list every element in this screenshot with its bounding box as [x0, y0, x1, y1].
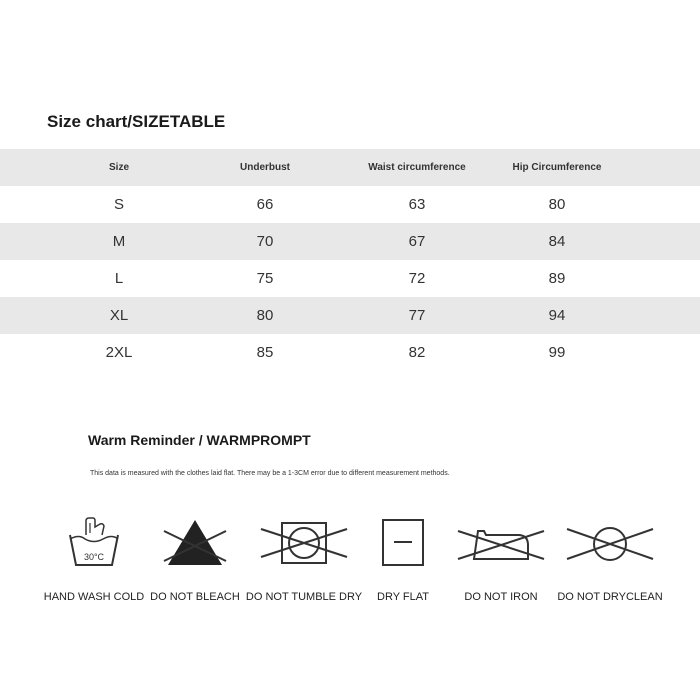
no-tumble-dry-icon	[259, 515, 349, 571]
care-label: DRY FLAT	[377, 591, 429, 603]
hip-cell: 94	[548, 307, 566, 324]
underbust-cell: 85	[256, 344, 274, 361]
size-cell: XL	[109, 307, 129, 324]
table-row	[0, 186, 700, 223]
warm-reminder-title: Warm Reminder / WARMPROMPT	[88, 432, 311, 448]
care-label: DO NOT DRYCLEAN	[557, 591, 663, 603]
measurement-note: This data is measured with the clothes laid flat. There may be a 1-3CM error due to different measurement methods.	[90, 470, 450, 477]
header-waist: Waist circumference	[368, 162, 466, 173]
care-label: HAND WASH COLD	[43, 591, 145, 603]
waist-cell: 72	[408, 270, 426, 287]
no-dryclean-icon	[565, 515, 655, 571]
waist-cell: 82	[408, 344, 426, 361]
dry-flat-icon	[373, 515, 433, 571]
care-label: DO NOT TUMBLE DRY	[245, 591, 363, 603]
hip-cell: 80	[548, 196, 566, 213]
header-underbust: Underbust	[240, 162, 290, 173]
no-bleach-icon	[160, 515, 230, 571]
care-item-no-bleach	[135, 515, 255, 603]
care-item-no-iron	[441, 515, 561, 603]
care-label: DO NOT IRON	[464, 591, 538, 603]
underbust-cell: 80	[256, 307, 274, 324]
table-row	[0, 223, 700, 260]
hip-cell: 84	[548, 233, 566, 250]
size-cell: S	[113, 196, 125, 213]
hip-cell: 89	[548, 270, 566, 287]
waist-cell: 67	[408, 233, 426, 250]
care-label: DO NOT BLEACH	[150, 591, 240, 603]
table-row	[0, 297, 700, 334]
size-cell: L	[114, 270, 124, 287]
underbust-cell: 66	[256, 196, 274, 213]
size-cell: M	[112, 233, 126, 250]
hand-wash-icon	[64, 515, 124, 571]
header-hip: Hip Circumference	[512, 162, 602, 173]
table-header-row	[0, 149, 700, 186]
underbust-cell: 70	[256, 233, 274, 250]
no-iron-icon	[456, 515, 546, 571]
size-table	[0, 149, 700, 371]
size-chart-title: Size chart/SIZETABLE	[47, 112, 226, 131]
table-row	[0, 260, 700, 297]
hip-cell: 99	[548, 344, 566, 361]
table-row	[0, 334, 700, 371]
waist-cell: 63	[408, 196, 426, 213]
care-item-no-dryclean	[550, 515, 670, 603]
wash-temperature: 30°C	[83, 552, 105, 562]
header-size: Size	[108, 162, 130, 173]
waist-cell: 77	[408, 307, 426, 324]
underbust-cell: 75	[256, 270, 274, 287]
size-cell: 2XL	[105, 344, 133, 361]
